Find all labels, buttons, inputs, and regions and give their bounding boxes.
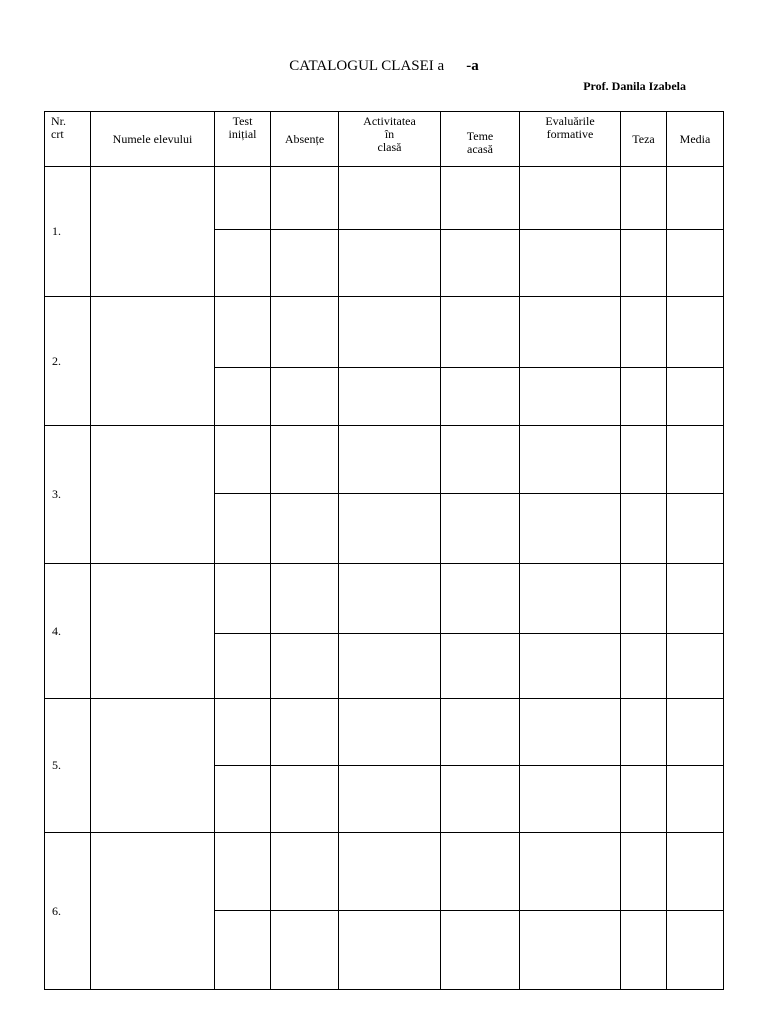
class-activity-cell[interactable]: [339, 766, 441, 833]
formative-evaluations-cell[interactable]: [520, 766, 621, 833]
initial-test-cell[interactable]: [215, 494, 271, 564]
student-row-3-upper: [45, 426, 724, 494]
student-name-cell[interactable]: [91, 297, 215, 426]
column-header-nr: [45, 112, 91, 167]
thesis-cell[interactable]: [621, 426, 667, 494]
thesis-cell[interactable]: [621, 230, 667, 297]
thesis-cell[interactable]: [621, 699, 667, 766]
absences-cell[interactable]: [271, 494, 339, 564]
class-activity-cell[interactable]: [339, 634, 441, 699]
formative-evaluations-cell[interactable]: [520, 911, 621, 990]
initial-test-cell[interactable]: [215, 634, 271, 699]
header-line: crt: [51, 127, 64, 141]
header-line: Absențe: [284, 131, 325, 146]
title-text: CATALOGUL CLASEI a: [289, 58, 445, 74]
column-header-average: [667, 112, 724, 167]
average-cell[interactable]: [667, 167, 724, 230]
absences-cell[interactable]: [271, 766, 339, 833]
class-activity-cell[interactable]: [339, 564, 441, 634]
average-cell[interactable]: [667, 230, 724, 297]
column-header-absences: [271, 112, 339, 167]
formative-evaluations-cell[interactable]: [520, 230, 621, 297]
absences-cell[interactable]: [271, 833, 339, 911]
formative-evaluations-cell[interactable]: [520, 368, 621, 426]
homework-cell[interactable]: [441, 766, 520, 833]
thesis-cell[interactable]: [621, 297, 667, 368]
header-line: Numele elevului: [112, 131, 193, 146]
row-number: 2.: [45, 297, 91, 426]
grade-catalog-table: [44, 111, 724, 990]
column-header-initial-test: [215, 112, 271, 167]
column-header-class-activity: [339, 112, 441, 167]
absences-cell[interactable]: [271, 699, 339, 766]
homework-cell[interactable]: [441, 911, 520, 990]
class-activity-cell[interactable]: [339, 833, 441, 911]
absences-cell[interactable]: [271, 297, 339, 368]
header-line: Nr.: [51, 114, 66, 128]
class-activity-cell[interactable]: [339, 167, 441, 230]
average-cell[interactable]: [667, 368, 724, 426]
header-line: Teme: [466, 129, 494, 143]
average-cell[interactable]: [667, 564, 724, 634]
homework-cell[interactable]: [441, 230, 520, 297]
row-number: 4.: [45, 564, 91, 699]
average-cell[interactable]: [667, 833, 724, 911]
column-header-student-name: [91, 112, 215, 167]
header-line: Media: [679, 131, 711, 146]
row-number: 6.: [45, 833, 91, 990]
formative-evaluations-cell[interactable]: [520, 426, 621, 494]
initial-test-cell[interactable]: [215, 699, 271, 766]
average-cell[interactable]: [667, 766, 724, 833]
student-row-4-upper: [45, 564, 724, 634]
initial-test-cell[interactable]: [215, 564, 271, 634]
average-cell[interactable]: [667, 699, 724, 766]
thesis-cell[interactable]: [621, 494, 667, 564]
header-row: [45, 112, 724, 167]
homework-cell[interactable]: [441, 699, 520, 766]
absences-cell[interactable]: [271, 564, 339, 634]
initial-test-cell[interactable]: [215, 368, 271, 426]
student-name-cell[interactable]: [91, 167, 215, 297]
class-activity-cell[interactable]: [339, 911, 441, 990]
formative-evaluations-cell[interactable]: [520, 297, 621, 368]
header-line: clasă: [377, 140, 402, 154]
student-row-5-upper: [45, 699, 724, 766]
row-number: 3.: [45, 426, 91, 564]
formative-evaluations-cell[interactable]: [520, 833, 621, 911]
homework-cell[interactable]: [441, 494, 520, 564]
formative-evaluations-cell[interactable]: [520, 564, 621, 634]
initial-test-cell[interactable]: [215, 911, 271, 990]
formative-evaluations-cell[interactable]: [520, 494, 621, 564]
average-cell[interactable]: [667, 297, 724, 368]
homework-cell[interactable]: [441, 426, 520, 494]
thesis-cell[interactable]: [621, 634, 667, 699]
header-line: Activitatea: [363, 114, 416, 128]
thesis-cell[interactable]: [621, 564, 667, 634]
student-name-cell[interactable]: [91, 699, 215, 833]
header-line: Evaluările: [545, 114, 595, 128]
initial-test-cell[interactable]: [215, 426, 271, 494]
average-cell[interactable]: [667, 911, 724, 990]
average-cell[interactable]: [667, 634, 724, 699]
absences-cell[interactable]: [271, 230, 339, 297]
average-cell[interactable]: [667, 426, 724, 494]
homework-cell[interactable]: [441, 167, 520, 230]
column-header-homework: [441, 112, 520, 167]
homework-cell[interactable]: [441, 833, 520, 911]
teacher-name: Prof. Danila Izabela: [583, 79, 686, 93]
homework-cell[interactable]: [441, 564, 520, 634]
student-row-2-upper: [45, 297, 724, 368]
student-name-cell[interactable]: [91, 426, 215, 564]
class-activity-cell[interactable]: [339, 699, 441, 766]
thesis-cell[interactable]: [621, 368, 667, 426]
student-name-cell[interactable]: [91, 833, 215, 990]
page-title: [0, 58, 768, 75]
homework-cell[interactable]: [441, 634, 520, 699]
initial-test-cell[interactable]: [215, 833, 271, 911]
row-number: 1.: [45, 167, 91, 297]
student-row-1-upper: [45, 167, 724, 230]
formative-evaluations-cell[interactable]: [520, 699, 621, 766]
class-activity-cell[interactable]: [339, 297, 441, 368]
formative-evaluations-cell[interactable]: [520, 634, 621, 699]
average-cell[interactable]: [667, 494, 724, 564]
column-header-formative-evaluations: [520, 112, 621, 167]
student-name-cell[interactable]: [91, 564, 215, 699]
class-activity-cell[interactable]: [339, 368, 441, 426]
header-line: Teza: [632, 131, 655, 146]
absences-cell[interactable]: [271, 426, 339, 494]
header-line: în: [384, 127, 395, 141]
initial-test-cell[interactable]: [215, 167, 271, 230]
student-row-6-upper: [45, 833, 724, 911]
class-activity-cell[interactable]: [339, 230, 441, 297]
title-suffix: -a: [466, 58, 479, 74]
class-activity-cell[interactable]: [339, 494, 441, 564]
absences-cell[interactable]: [271, 911, 339, 990]
absences-cell[interactable]: [271, 167, 339, 230]
header-line: Test: [232, 114, 253, 128]
thesis-cell[interactable]: [621, 833, 667, 911]
initial-test-cell[interactable]: [215, 766, 271, 833]
header-line: acasă: [467, 142, 493, 156]
header-line: formative: [546, 127, 594, 141]
header-line: inițial: [228, 127, 257, 141]
initial-test-cell[interactable]: [215, 297, 271, 368]
homework-cell[interactable]: [441, 368, 520, 426]
thesis-cell[interactable]: [621, 167, 667, 230]
thesis-cell[interactable]: [621, 766, 667, 833]
row-number: 5.: [45, 699, 91, 833]
homework-cell[interactable]: [441, 297, 520, 368]
initial-test-cell[interactable]: [215, 230, 271, 297]
class-activity-cell[interactable]: [339, 426, 441, 494]
absences-cell[interactable]: [271, 634, 339, 699]
formative-evaluations-cell[interactable]: [520, 167, 621, 230]
thesis-cell[interactable]: [621, 911, 667, 990]
absences-cell[interactable]: [271, 368, 339, 426]
column-header-thesis: [621, 112, 667, 167]
